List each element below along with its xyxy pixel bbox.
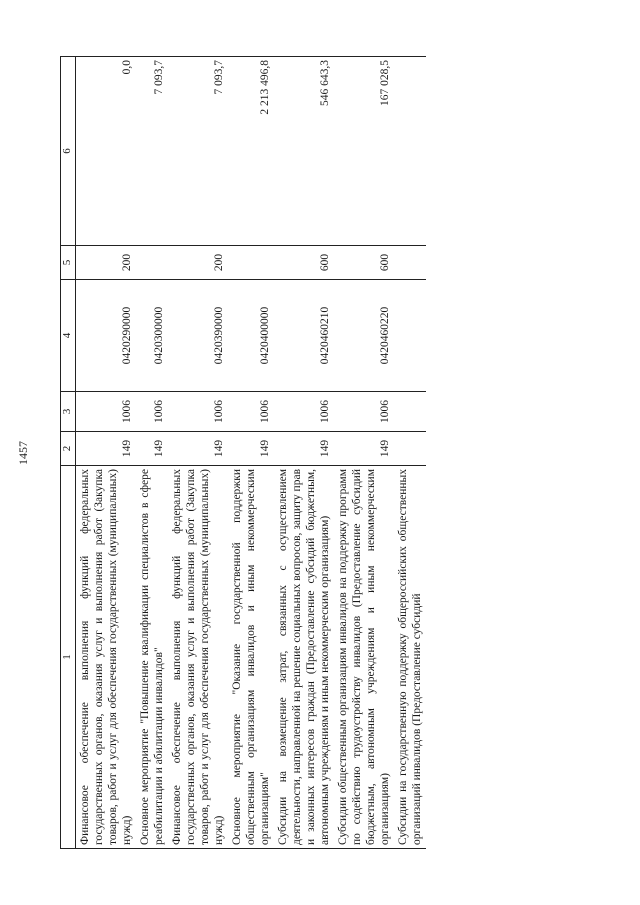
section-code: 1006 [168,392,228,432]
column-header: 1 [61,466,76,849]
expense-type-code: 600 [334,246,394,280]
target-article-code: 0420390000 [168,280,228,392]
amount: 546 643,3 [274,57,334,246]
ministry-code: 149 [168,432,228,466]
ministry-code: 149 [228,432,274,466]
row-name: Субсидии на возмещение затрат, связанных с осуществлением деятельности, направленной на решение социальных вопросов, защиту прав и законных интересов граждан (Предоставление субсидий бюджетным, автономным учреждениям и иным некоммерческим организациям) [274,466,334,849]
budget-table [60,56,426,849]
page-number: 1457 [16,441,30,465]
expense-type-code: 200 [168,246,228,280]
expense-type-code: 600 [274,246,334,280]
ministry-code [394,432,426,466]
expense-type-code: 200 [76,246,137,280]
row-name: Финансовое обеспечение выполнения функций федеральных государственных органов, оказания услуг и выполнения работ (Закупка товаров, работ и услуг для обеспечения государственных (муниципальных) нужд) [168,466,228,849]
column-header: 2 [61,432,76,466]
table-row [274,57,334,849]
section-code [394,392,426,432]
target-article-code: 0420400000 [228,280,274,392]
target-article-code: 0420300000 [136,280,168,392]
section-code: 1006 [274,392,334,432]
expense-type-code [394,246,426,280]
target-article-code: 0420290000 [76,280,137,392]
section-code: 1006 [136,392,168,432]
column-header: 5 [61,246,76,280]
column-header: 4 [61,280,76,392]
amount: 2 213 496,8 [228,57,274,246]
row-name: Финансовое обеспечение выполнения функций федеральных государственных органов, оказания услуг и выполнения работ (Закупка товаров, работ и услуг для обеспечения государственных (муниципальных) нужд) [76,466,137,849]
amount: 7 093,7 [168,57,228,246]
amount: 7 093,7 [136,57,168,246]
ministry-code: 149 [334,432,394,466]
ministry-code: 149 [76,432,137,466]
section-code: 1006 [334,392,394,432]
amount: 0,0 [76,57,137,246]
row-name: Основное мероприятие "Повышение квалификации специалистов в сфере реабилитации и абилитации инвалидов" [136,466,168,849]
section-code: 1006 [228,392,274,432]
row-name: Субсидии общественным организациям инвалидов на поддержку программ по содействию трудоустройству инвалидов (Предоставление субсидий бюджетным, автономным учреждениям и иным некоммерческим организациям) [334,466,394,849]
table-row [76,57,137,849]
expense-type-code [136,246,168,280]
amount: 167 028,5 [334,57,394,246]
table-row [334,57,394,849]
amount [394,57,426,246]
target-article-code: 0420460210 [274,280,334,392]
table-row [394,57,426,849]
column-header: 6 [61,57,76,246]
header-row [61,57,76,849]
ministry-code: 149 [136,432,168,466]
target-article-code: 0420460220 [334,280,394,392]
table-row [228,57,274,849]
row-name: Основное мероприятие "Оказание государственной поддержки общественным организациям инвалидов и иным некоммерческим организациям" [228,466,274,849]
table-row [168,57,228,849]
expense-type-code [228,246,274,280]
ministry-code: 149 [274,432,334,466]
section-code: 1006 [76,392,137,432]
table-row [136,57,168,849]
column-header: 3 [61,392,76,432]
target-article-code [394,280,426,392]
row-name: Субсидии на государственную поддержку общероссийских общественных организаций инвалидов (Предоставление субсидий [394,466,426,849]
